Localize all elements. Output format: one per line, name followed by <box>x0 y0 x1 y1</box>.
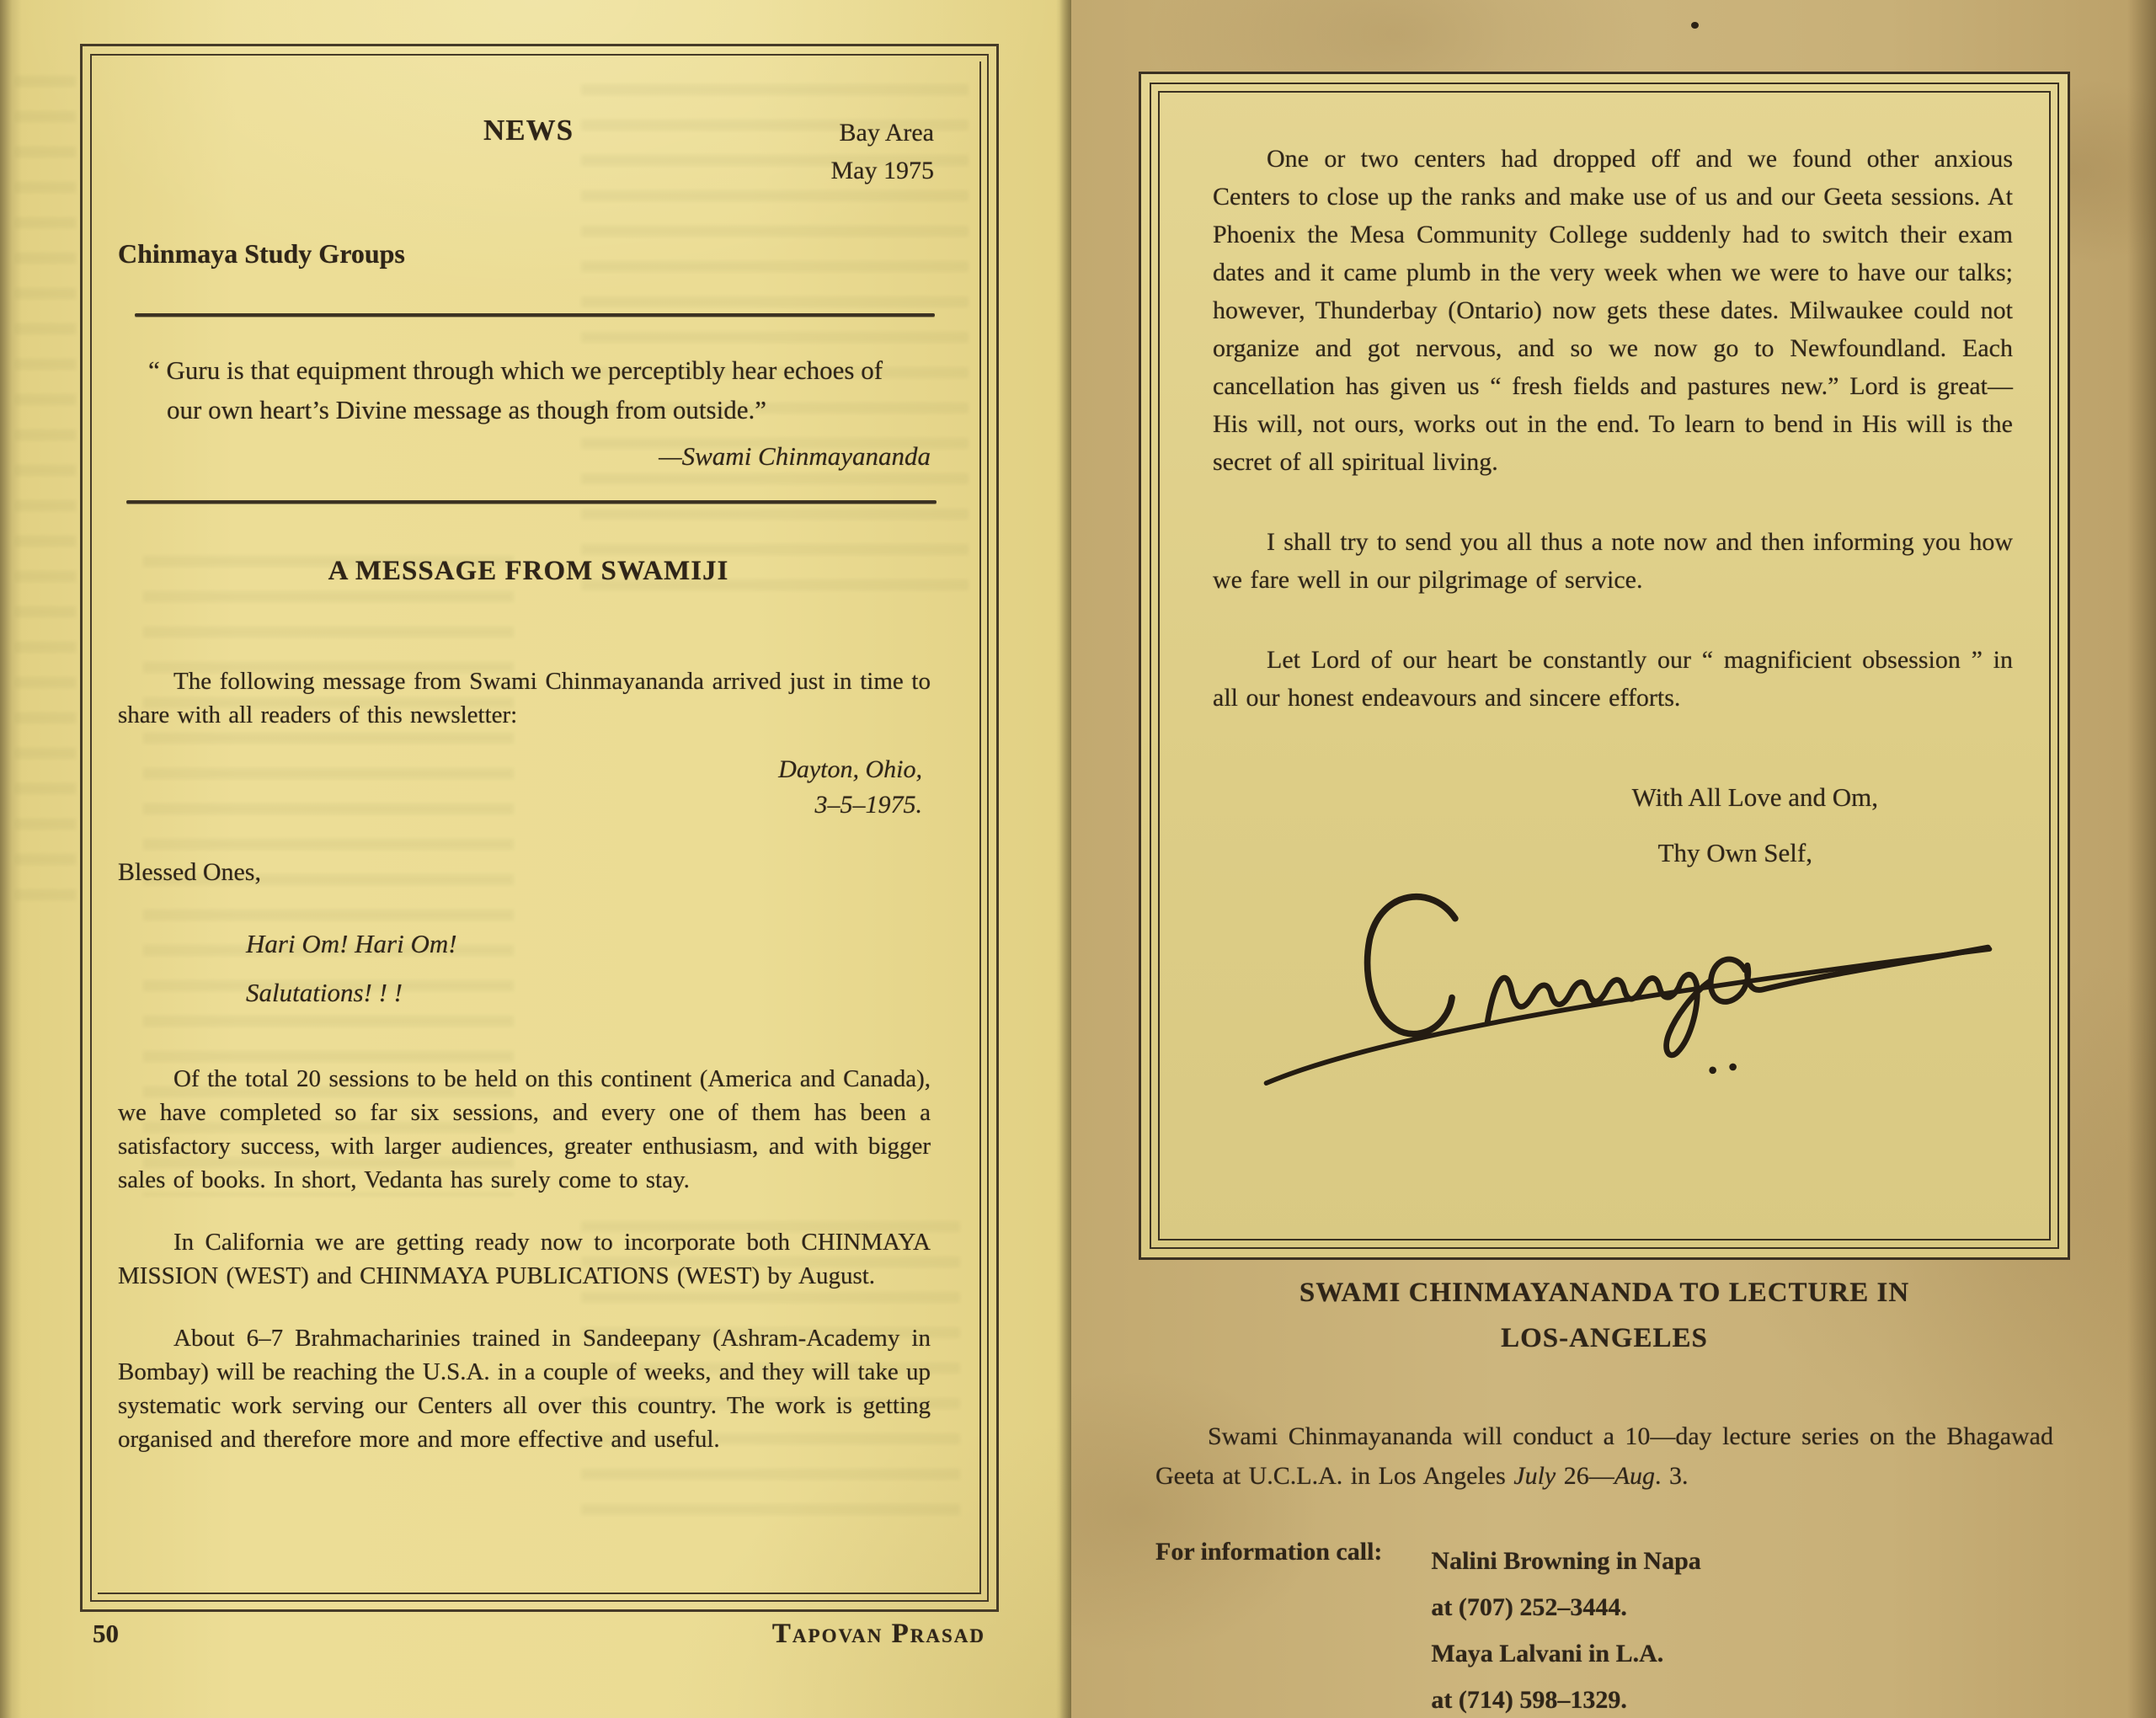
ink-speck <box>1691 22 1699 29</box>
letter-dateline-date: 3–5–1975. <box>814 791 922 819</box>
letter-closing-love: With All Love and Om, <box>1631 782 1878 812</box>
guru-quote: “ Guru is that equipment through which we perceptibly hear echoes of our own heart’s Divine message as though from outside.” <box>148 355 883 424</box>
contact-info-label: For information call: <box>1155 1538 1383 1566</box>
announcement-body <box>1155 1417 2053 1496</box>
bleed-through-text <box>15 76 76 901</box>
issue-location: Bay Area <box>839 119 934 147</box>
letter-paragraph-california: In California we are getting ready now to incorporate both CHINMAYA MISSION (WEST) and CHINMAYA PUBLICATIONS (WEST) by August. <box>118 1229 931 1289</box>
announcement-text: . 3. <box>1655 1462 1689 1490</box>
letter-salutation: Blessed Ones, <box>118 858 261 886</box>
letter-paragraph-note: I shall try to send you all thus a note now and then informing you how we fare well in our pilgrimage of service. <box>1213 528 2013 594</box>
letter-greeting-2: Salutations! ! ! <box>246 978 403 1007</box>
journal-name: Tapovan Prasad <box>771 1619 985 1649</box>
section-title-study-groups: Chinmaya Study Groups <box>118 238 405 269</box>
letter-paragraph-sessions: Of the total 20 sessions to be held on this continent (America and Canada), we have completed so far six sessions, and every one of them has been a satisfactory success, with larger audiences, greater enthusiasm, and with bigger sales of books. In short, Vedanta has surely come to stay. <box>118 1065 931 1193</box>
quote-attribution: —Swami Chinmayananda <box>659 441 931 471</box>
announcement-heading-line2: LOS-ANGELES <box>1501 1323 1708 1353</box>
right-page <box>1071 0 2156 1718</box>
letter-closing-self: Thy Own Self, <box>1657 838 1812 867</box>
scan-edge-shadow <box>2127 0 2156 1718</box>
issue-date: May 1975 <box>830 157 934 184</box>
message-intro-paragraph: The following message from Swami Chinmayananda arrived just in time to share with all readers of this newsletter: <box>118 668 931 728</box>
letter-paragraph-centers: One or two centers had dropped off and we found other anxious Centers to close up the ranks and make use of us and our Geeta sessions. At Phoenix the Mesa Community College suddenly had to switch their exam dates and it came plumb in the very week when we were to have our talks; however, Thunderbay (Ontario) now gets these dates. Milwaukee could not organize and got nervous, and so we now go to Newfoundland. Each cancellation has given us “ fresh fields and pastures new.” Lord is great—His will, not ours, works out in the end. To learn to bend in His will is the secret of all spiritual living. <box>1213 145 2013 476</box>
announcement-heading-line1: SWAMI CHINMAYANANDA TO LECTURE IN <box>1299 1278 1910 1308</box>
letter-greeting-1: Hari Om! Hari Om! <box>246 929 457 958</box>
contact-line: Nalini Browning in Napa <box>1431 1547 1701 1575</box>
scan-edge-shadow <box>0 0 22 1718</box>
left-page-footer <box>93 1619 985 1650</box>
chinmaya-signature <box>1236 872 2013 1110</box>
announcement-heading <box>1155 1270 2053 1361</box>
contact-line: at (707) 252–3444. <box>1431 1593 1627 1621</box>
announcement-text: Swami Chinmayananda will conduct a 10—day lecture series on the Bhagawad Geeta at U.C.L.A. in Los Angeles <box>1155 1422 2053 1490</box>
news-title: NEWS <box>483 114 574 147</box>
left-page-content <box>118 114 939 1456</box>
letter-border-box <box>1139 72 2070 1260</box>
issue-dateline <box>574 114 939 189</box>
horizontal-rule <box>135 313 935 317</box>
announcement-month-aug: Aug <box>1614 1462 1656 1490</box>
contact-line: Maya Lalvani in L.A. <box>1431 1640 1664 1667</box>
message-heading: A MESSAGE FROM SWAMIJI <box>328 556 729 586</box>
announcement-text: 26— <box>1556 1462 1614 1490</box>
lecture-announcement <box>1155 1270 2053 1718</box>
signature-graphic <box>1236 872 2020 1106</box>
letter-content <box>1213 140 2013 1110</box>
letter-paragraph-brahmacharinies: About 6–7 Brahmacharinies trained in Sandeepany (Ashram-Academy in Bombay) will be reaching the U.S.A. in a couple of weeks, and they will take up systematic work serving our Centers all over this country. The work is getting organised and therefore more and more effective and useful. <box>118 1325 931 1453</box>
letter-dateline-place: Dayton, Ohio, <box>778 755 922 783</box>
letter-paragraph-obsession: Let Lord of our heart be constantly our “ magnificient obsession ” in all our honest endeavours and sincere efforts. <box>1213 646 2013 712</box>
left-page <box>0 0 1071 1718</box>
page-number: 50 <box>93 1619 119 1648</box>
contact-list <box>1431 1538 1700 1718</box>
contact-info <box>1155 1538 2053 1718</box>
contact-line: at (714) 598–1329. <box>1431 1686 1627 1714</box>
letter-dateline <box>118 752 922 823</box>
horizontal-rule <box>126 500 937 504</box>
news-header <box>118 114 939 189</box>
announcement-month-july: July <box>1513 1462 1556 1490</box>
